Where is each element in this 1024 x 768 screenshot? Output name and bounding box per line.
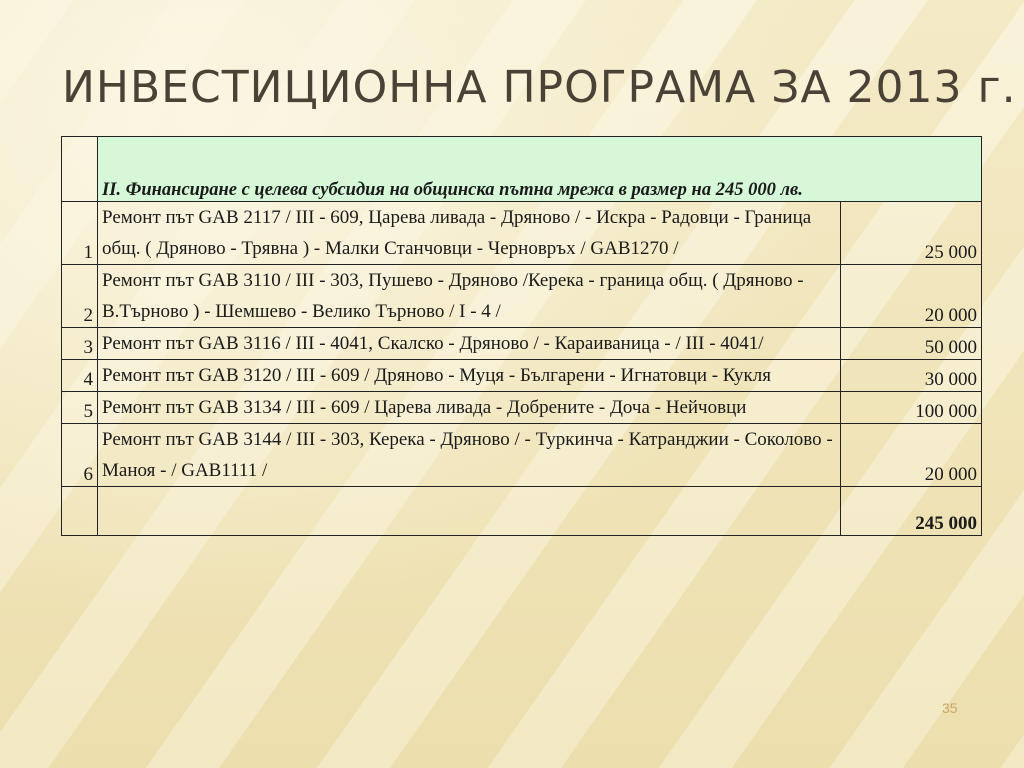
row-description: Ремонт път GAB 3116 / III - 4041, Скалско - Дряново / - Караиваница - / III - 4041/: [98, 328, 841, 360]
row-number: 2: [62, 265, 98, 328]
table-row: [62, 265, 982, 328]
section-header-row: [62, 137, 982, 202]
total-label-cell: [98, 487, 841, 536]
slide-title: ИНВЕСТИЦИОННА ПРОГРАМА ЗА 2013 г.: [62, 62, 1017, 113]
total-amount: 245 000: [841, 487, 982, 536]
row-description: Ремонт път GAB 3120 / III - 609 / Дряново - Муця - Българени - Игнатовци - Кукля: [98, 360, 841, 392]
table-row: [62, 328, 982, 360]
section-heading: II. Финансиране с целева субсидия на общинска пътна мрежа в размер на 245 000 лв.: [98, 137, 982, 202]
table-row: [62, 392, 982, 424]
row-amount: 25 000: [841, 202, 982, 265]
row-amount: 100 000: [841, 392, 982, 424]
total-num-cell: [62, 487, 98, 536]
row-amount: 30 000: [841, 360, 982, 392]
row-number: 4: [62, 360, 98, 392]
table-row: [62, 202, 982, 265]
investment-table: [61, 136, 982, 536]
table-row: [62, 360, 982, 392]
page-number: 35: [942, 700, 958, 716]
row-description: Ремонт път GAB 3144 / III - 303, Керека - Дряново / - Туркинча - Катранджии - Соколово - Маноя - / GAB1111 /: [98, 424, 841, 487]
row-description: Ремонт път GAB 3134 / III - 609 / Царева ливада - Добрените - Доча - Нейчовци: [98, 392, 841, 424]
row-amount: 50 000: [841, 328, 982, 360]
row-amount: 20 000: [841, 424, 982, 487]
row-number: 5: [62, 392, 98, 424]
row-amount: 20 000: [841, 265, 982, 328]
row-description: Ремонт път GAB 3110 / III - 303, Пушево - Дряново /Керека - граница общ. ( Дряново - В.Търново ) - Шемшево - Велико Търново / I - 4 /: [98, 265, 841, 328]
row-number: 6: [62, 424, 98, 487]
total-row: [62, 487, 982, 536]
row-number: 1: [62, 202, 98, 265]
header-num-cell: [62, 137, 98, 202]
row-number: 3: [62, 328, 98, 360]
table-row: [62, 424, 982, 487]
row-description: Ремонт път GAB 2117 / III - 609, Царева ливада - Дряново / - Искра - Радовци - Граница общ. ( Дряново - Трявна ) - Малки Станчовци - Черновръх / GAB1270 /: [98, 202, 841, 265]
